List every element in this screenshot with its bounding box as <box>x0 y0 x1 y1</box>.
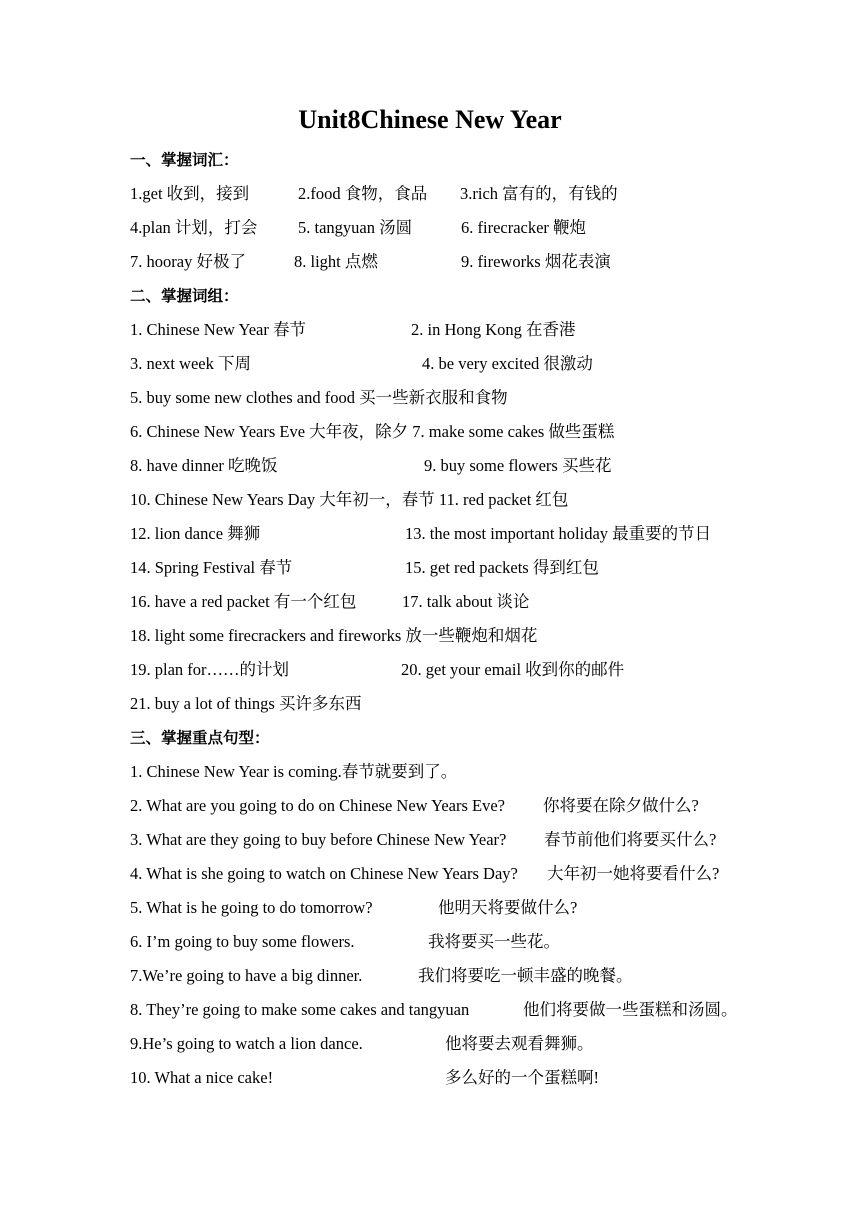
sentence-english: 7.We’re going to have a big dinner. <box>130 966 363 985</box>
vocab-item: 5. tangyuan 汤圆 <box>298 218 413 237</box>
sentence-text: 1. Chinese New Year is coming.春节就要到了。 <box>130 762 458 781</box>
sentence-english: 8. They’re going to make some cakes and tangyuan <box>130 1000 470 1019</box>
vocab-item: 9. fireworks 烟花表演 <box>461 252 611 271</box>
phrase-item: 15. get red packets 得到红包 <box>405 558 599 577</box>
phrase-item: 9. buy some flowers 买些花 <box>424 456 612 475</box>
sentence-english: 10. What a nice cake! <box>130 1068 274 1087</box>
phrase-item: 18. light some firecrackers and fireworks 放一些鞭炮和烟花 <box>130 626 538 645</box>
sentence-chinese: 多么好的一个蛋糕啊! <box>445 1068 599 1087</box>
vocab-item: 3.rich 富有的，有钱的 <box>460 184 618 203</box>
sentence-english: 2. What are you going to do on Chinese New Years Eve? <box>130 796 505 815</box>
vocab-item: 1.get 收到，接到 <box>130 184 250 203</box>
sentence-chinese: 你将要在除夕做什么? <box>543 796 699 815</box>
sentence-english: 5. What is he going to do tomorrow? <box>130 898 373 917</box>
sentence-english: 4. What is she going to watch on Chinese New Years Day? <box>130 864 518 883</box>
phrase-item: 6. Chinese New Years Eve 大年夜，除夕 7. make some cakes 做些蛋糕 <box>130 422 615 441</box>
phrase-item: 16. have a red packet 有一个红包 <box>130 592 357 611</box>
phrase-item: 3. next week 下周 <box>130 354 251 373</box>
phrase-item: 8. have dinner 吃晚饭 <box>130 456 278 475</box>
sentence-chinese: 春节前他们将要买什么? <box>544 830 717 849</box>
vocab-item: 7. hooray 好极了 <box>130 252 246 271</box>
vocab-item: 6. firecracker 鞭炮 <box>461 218 587 237</box>
phrase-item: 17. talk about 谈论 <box>402 592 530 611</box>
page-title: Unit8Chinese New Year <box>298 105 562 134</box>
vocab-item: 4.plan 计划，打会 <box>130 218 258 237</box>
sentence-chinese: 我将要买一些花。 <box>428 932 560 951</box>
phrase-item: 20. get your email 收到你的邮件 <box>401 660 625 679</box>
sentence-chinese: 他们将要做一些蛋糕和汤圆。 <box>523 1000 738 1019</box>
vocab-item: 2.food 食物，食品 <box>298 184 428 203</box>
phrase-item: 2. in Hong Kong 在香港 <box>411 320 576 339</box>
phrase-item: 14. Spring Festival 春节 <box>130 558 293 577</box>
section-heading-sentences: 三、掌握重点句型： <box>130 729 270 747</box>
phrase-item: 19. plan for……的计划 <box>130 660 290 679</box>
sentence-chinese: 我们将要吃一顿丰盛的晚餐。 <box>418 966 633 985</box>
phrase-item: 5. buy some new clothes and food 买一些新衣服和食物 <box>130 388 508 407</box>
phrase-item: 13. the most important holiday 最重要的节日 <box>405 524 712 543</box>
sentence-chinese: 他明天将要做什么? <box>438 898 578 917</box>
sentence-english: 3. What are they going to buy before Chinese New Year? <box>130 830 507 849</box>
section-heading-vocabulary: 一、掌握词汇： <box>130 151 239 169</box>
sentence-english: 9.He’s going to watch a lion dance. <box>130 1034 363 1053</box>
sentence-chinese: 大年初一她将要看什么? <box>547 864 720 883</box>
phrase-item: 4. be very excited 很激动 <box>422 354 593 373</box>
phrase-item: 21. buy a lot of things 买许多东西 <box>130 694 362 713</box>
phrase-item: 12. lion dance 舞狮 <box>130 524 261 543</box>
vocab-item: 8. light 点燃 <box>294 252 378 271</box>
section-heading-phrases: 二、掌握词组： <box>130 287 239 305</box>
phrase-item: 1. Chinese New Year 春节 <box>130 320 306 339</box>
sentence-chinese: 他将要去观看舞狮。 <box>445 1034 594 1053</box>
phrase-item: 10. Chinese New Years Day 大年初一，春节 11. red packet 红包 <box>130 490 569 509</box>
sentence-english: 6. I’m going to buy some flowers. <box>130 932 355 951</box>
